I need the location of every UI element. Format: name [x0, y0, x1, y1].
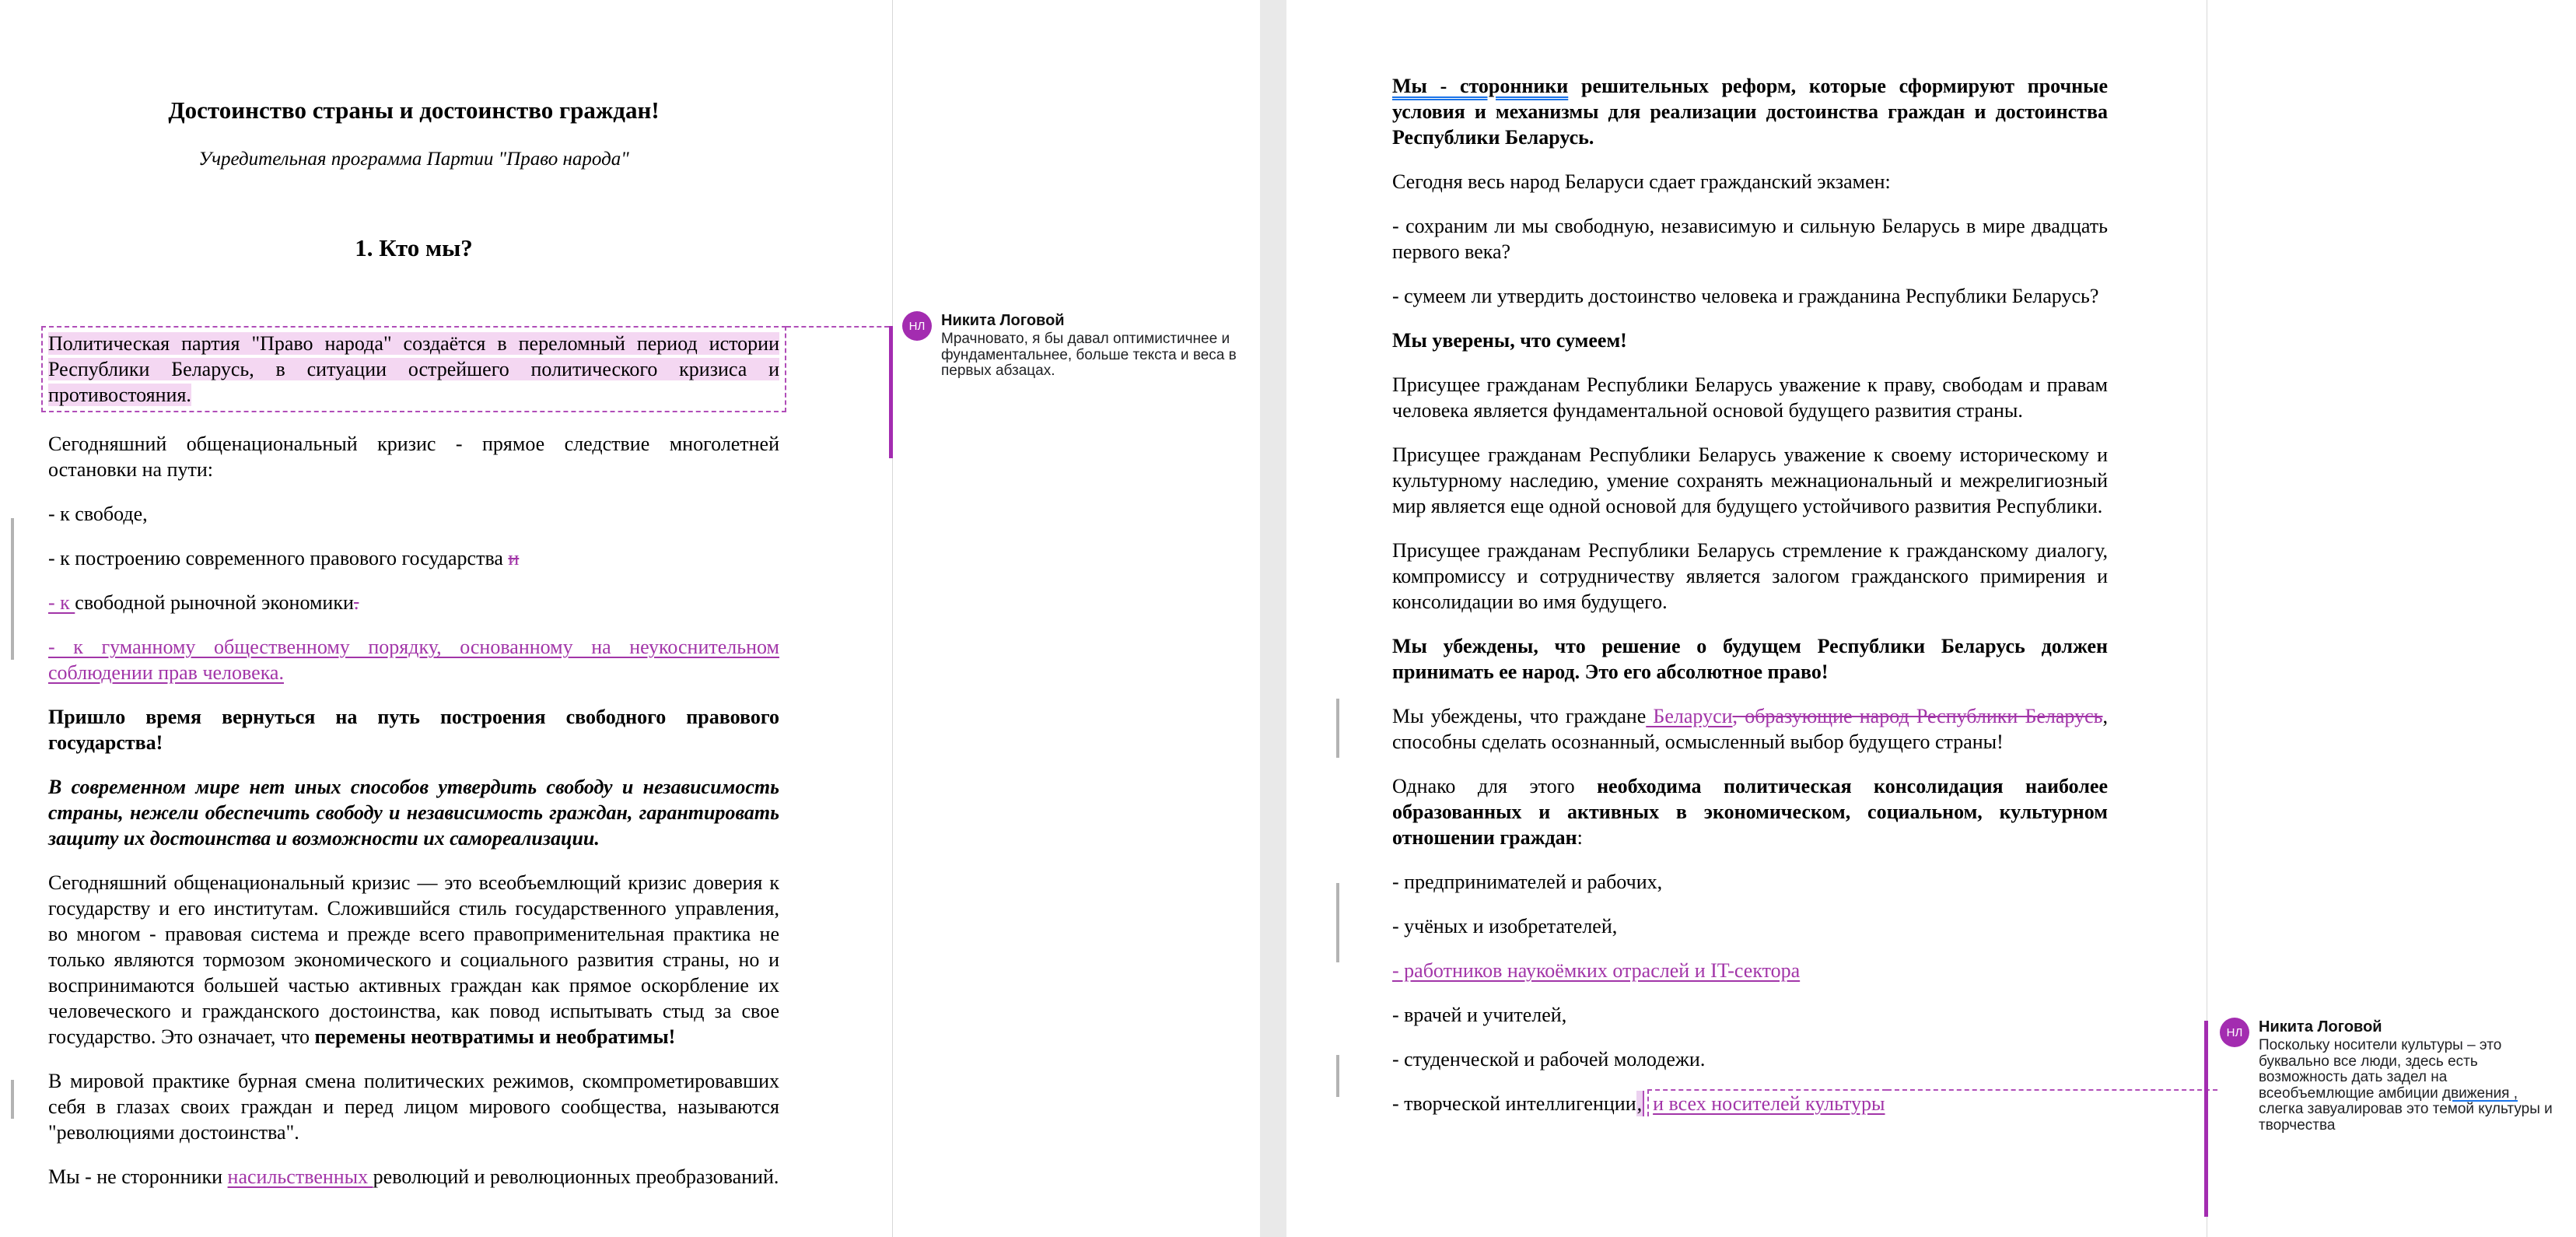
- avatar-initials: НЛ: [2226, 1025, 2243, 1039]
- text-run: , способны сделать осознанный, осмысленный выбор будущего страны!: [1392, 705, 2108, 753]
- comment-text: [2259, 1038, 2562, 1134]
- document-subtitle: Учредительная программа Партии "Право народа": [198, 149, 629, 170]
- page-2-text-column: [1392, 0, 2108, 1135]
- text-run: необходима политическая консолидация наиболее образованных и активных в экономическом, социальном, культурном отношении граждан: [1392, 775, 2108, 849]
- page-1-text-column: [48, 0, 779, 1208]
- suggested-insertion[interactable]: насильственных: [227, 1165, 373, 1188]
- comment-card[interactable]: [902, 311, 1237, 380]
- list-item: [1392, 1046, 2108, 1072]
- text-run: - к свободе,: [48, 503, 148, 525]
- author-avatar: [2220, 1018, 2249, 1047]
- list-item: [1392, 1002, 2108, 1028]
- text-run: Присущее гражданам Республики Беларусь стремление к гражданскому диалогу, компромиссу и сотрудничеству является залогом гражданского примирения и консолидации во имя будущего.: [1392, 539, 2108, 613]
- text-run: - сохраним ли мы свободную, независимую и сильную Беларусь в мире двадцать первого века?: [1392, 215, 2108, 263]
- text-run: Поскольку носители культуры – это буквально все люди, здесь есть возможность дать задел на всеобъемлющие амбиции: [2259, 1037, 2502, 1102]
- comment-anchor-bar[interactable]: [889, 326, 893, 458]
- list-item: [1392, 283, 2108, 309]
- list-item: [48, 501, 779, 527]
- text-run: слегка завуалировав это темой культуры и творчества: [2259, 1101, 2553, 1134]
- page-2: [1287, 0, 2207, 1237]
- paragraph: [1392, 328, 2108, 353]
- paragraph: [1392, 633, 2108, 685]
- text-run: Мы уверены, что сумеем!: [1392, 329, 1627, 352]
- text-run: - сумеем ли утвердить достоинство человека и гражданина Республики Беларусь?: [1392, 285, 2099, 307]
- paragraph: [1392, 73, 2108, 150]
- text-run: - к построению современного правового государства: [48, 547, 509, 569]
- document-title: Достоинство страны и достоинство граждан!: [168, 96, 660, 124]
- text-run: Сегодня весь народ Беларуси сдает гражданский экзамен:: [1392, 170, 1891, 193]
- text-run: свободной рыночной экономики: [75, 591, 354, 614]
- commented-list-item: [1392, 1091, 2108, 1116]
- text-run: Однако для этого: [1392, 775, 1598, 797]
- text-run: - предпринимателей и рабочих,: [1392, 871, 1663, 893]
- paragraph: [1392, 372, 2108, 423]
- list-item: [1392, 913, 2108, 939]
- page-1: [0, 0, 893, 1237]
- paragraph: [1392, 442, 2108, 519]
- text-run: Мы убеждены, что решение о будущем Республики Беларусь должен принимать ее народ. Это его абсолютное право!: [1392, 635, 2108, 683]
- suggested-insertion[interactable]: Беларуси: [1646, 705, 1733, 727]
- suggested-insertion[interactable]: и всех носителей культуры: [1647, 1089, 1886, 1116]
- change-bar: [11, 1080, 14, 1119]
- text-run: Присущее гражданам Республики Беларусь уважение к праву, свободам и правам человека является фундаментальной основой будущего развития страны.: [1392, 373, 2108, 422]
- list-item: [1392, 869, 2108, 895]
- text-run: Сегодняшний общенациональный кризис - прямое следствие многолетней остановки на пути:: [48, 433, 779, 481]
- text-run: решительных реформ, которые сформируют прочные условия и механизмы для реализации достоинства граждан и достоинства Республики Беларусь.: [1392, 75, 2108, 149]
- paragraph: [48, 870, 779, 1050]
- list-item: [48, 545, 779, 571]
- text-run: В современном мире нет иных способов утвердить свободу и независимость страны, нежели обеспечить свободу и независимость граждан, гарантировать защиту их достоинства и возможности их самореализации.: [48, 776, 779, 850]
- suggested-insertion[interactable]: - работников наукоёмких отраслей и IT-сектора: [1392, 959, 1801, 982]
- paragraph: [48, 774, 779, 851]
- comment-author: Никита Логовой: [941, 312, 1065, 329]
- text-run: Мы - не сторонники: [48, 1165, 228, 1188]
- comment-body: [941, 311, 1237, 380]
- text-run: Мрачновато, я бы давал оптимистичнее и фундаментальнее, больше текста и веса в первых абзацах.: [941, 331, 1237, 379]
- text-run: Пришло время вернуться на путь построения свободного правового государства!: [48, 706, 779, 754]
- comment-anchor-bar[interactable]: [2204, 1021, 2208, 1217]
- page-2-paragraphs: [1392, 73, 2108, 1116]
- paragraph: [48, 1164, 779, 1190]
- comment-body: [2259, 1018, 2562, 1134]
- paragraph: [48, 431, 779, 482]
- text-run: Сегодняшний общенациональный кризис — это всеобъемлющий кризис доверия к государству и его институтам. Сложившийся стиль государственного управления, во многом - правовая система и прежде всего правоприменительная практика не только являются тормозом экономического и социального развития страны, но и воспринимаются большей частью активных граждан как прямое оскорбление их человеческого и гражданского достоинства, как повод испытывать стыд за свое государство. Это означает, что: [48, 871, 779, 1048]
- paragraph: [1392, 538, 2108, 615]
- suggested-deletion[interactable]: , образующие народ Республики Беларусь: [1732, 705, 2103, 727]
- change-bar: [11, 518, 14, 660]
- comment-text: [941, 331, 1237, 380]
- suggested-insertion[interactable]: - к гуманному общественному порядку, основанному на неукоснительном соблюдении прав человека.: [48, 636, 779, 684]
- list-item: [48, 634, 779, 685]
- change-bar: [1336, 1055, 1339, 1097]
- paragraph: [48, 704, 779, 755]
- section-heading: 1. Кто мы?: [355, 234, 473, 261]
- list-item: [48, 590, 779, 615]
- commented-paragraph: [41, 326, 786, 412]
- text-run: движения ,: [2442, 1085, 2518, 1102]
- text-run: В мировой практике бурная смена политических режимов, скомпрометировавших себя в глазах своих граждан и перед лицом мирового сообщества, называются "революциями достоинства".: [48, 1070, 779, 1144]
- text-run: революций и революционных преобразований.: [373, 1165, 779, 1188]
- list-item: [1392, 958, 2108, 983]
- text-run: - творческой интеллигенции: [1392, 1092, 1636, 1115]
- text-run: - учёных и изобретателей,: [1392, 915, 1618, 937]
- text-run: - студенческой и рабочей молодежи.: [1392, 1048, 1706, 1071]
- suggested-deletion[interactable]: и: [508, 547, 520, 569]
- text-run: Мы - сторонники: [1392, 75, 1569, 97]
- page-gap-divider: [1260, 0, 1286, 1237]
- avatar-initials: НЛ: [908, 319, 926, 333]
- paragraph: [1392, 773, 2108, 850]
- change-bar: [1336, 883, 1339, 962]
- page-1-paragraphs: [48, 326, 779, 1190]
- list-item: [1392, 213, 2108, 265]
- comment-card[interactable]: [2220, 1018, 2562, 1134]
- suggested-deletion[interactable]: .: [353, 591, 359, 614]
- paragraph: [48, 1068, 779, 1145]
- paragraph: [1392, 703, 2108, 755]
- commented-text[interactable]: Политическая партия "Право народа" создаётся в переломный период истории Республики Беларусь, в ситуации острейшего политического кризиса и противостояния.: [48, 332, 779, 406]
- commented-text[interactable]: ,: [1636, 1091, 1645, 1116]
- suggested-insertion[interactable]: - к: [48, 591, 75, 614]
- change-bar: [1336, 699, 1339, 758]
- comment-author: Никита Логовой: [2259, 1018, 2382, 1036]
- text-run: :: [1577, 826, 1583, 849]
- text-run: - врачей и учителей,: [1392, 1004, 1567, 1026]
- text-run: Присущее гражданам Республики Беларусь уважение к своему историческому и культурному наследию, умение сохранять межнациональный и межрелигиозный мир является еще одной основой для будущего устойчивого развития Республики.: [1392, 443, 2108, 517]
- author-avatar: [902, 311, 932, 341]
- text-run: перемены неотвратимы и необратимы!: [314, 1025, 676, 1048]
- text-run: Мы убеждены, что граждане: [1392, 705, 1647, 727]
- paragraph: [1392, 169, 2108, 194]
